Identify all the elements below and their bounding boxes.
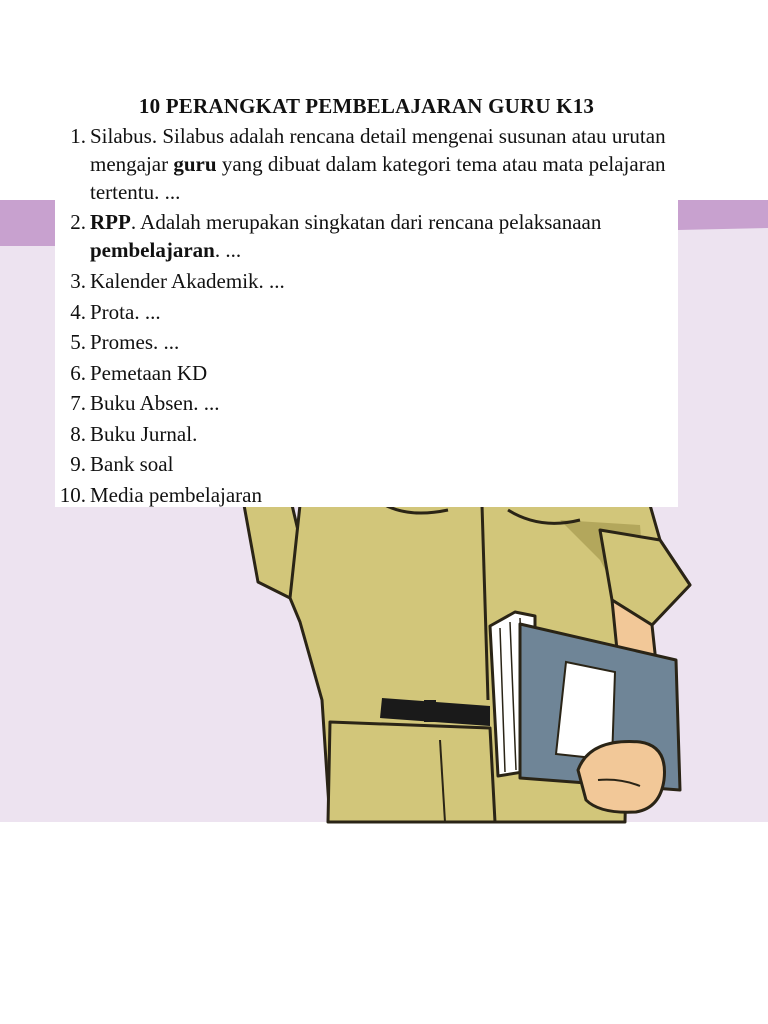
item-number: 2. <box>70 210 86 234</box>
list-item <box>55 419 678 450</box>
list-item <box>55 449 678 480</box>
hand <box>578 742 665 813</box>
list-item <box>55 266 678 297</box>
list-item <box>55 388 678 419</box>
list-item <box>55 327 678 358</box>
perangkat-list <box>55 122 678 510</box>
item-text: Promes. ... <box>90 330 180 354</box>
item-number: 6. <box>70 360 86 385</box>
item-text: Kalender Akademik. ... <box>90 269 285 293</box>
item-number: 3. <box>70 269 86 293</box>
item-text: Silabus. Silabus adalah rencana detail mengenai susunan atau urutan mengajar guru yang dibuat dalam kategori tema atau mata pelajaran tertentu. ... <box>90 124 666 204</box>
list-item <box>55 208 678 266</box>
item-number: 5. <box>70 330 86 354</box>
item-number: 9. <box>70 452 86 476</box>
item-number: 4. <box>70 299 86 324</box>
item-text: Prota. ... <box>90 299 161 324</box>
item-text: Buku Absen. ... <box>90 391 220 415</box>
item-text: RPP. Adalah merupakan singkatan dari rencana pelaksanaan pembelajaran. ... <box>90 210 602 262</box>
item-number: 7. <box>70 391 86 415</box>
belt-buckle <box>424 700 436 722</box>
text-card <box>55 86 678 507</box>
item-text: Media pembelajaran <box>90 482 262 507</box>
item-text: Bank soal <box>90 452 174 476</box>
list-item <box>55 297 678 328</box>
trousers <box>328 722 495 822</box>
list-item <box>55 358 678 389</box>
item-text: Buku Jurnal. <box>90 421 198 446</box>
list-item <box>55 480 678 511</box>
item-number: 8. <box>70 421 86 446</box>
item-number: 1. <box>70 124 86 148</box>
page-title: 10 PERANGKAT PEMBELAJARAN GURU K13 <box>138 94 595 118</box>
item-number: 10. <box>59 482 86 507</box>
item-text: Pemetaan KD <box>90 360 208 385</box>
list-item <box>55 122 678 208</box>
